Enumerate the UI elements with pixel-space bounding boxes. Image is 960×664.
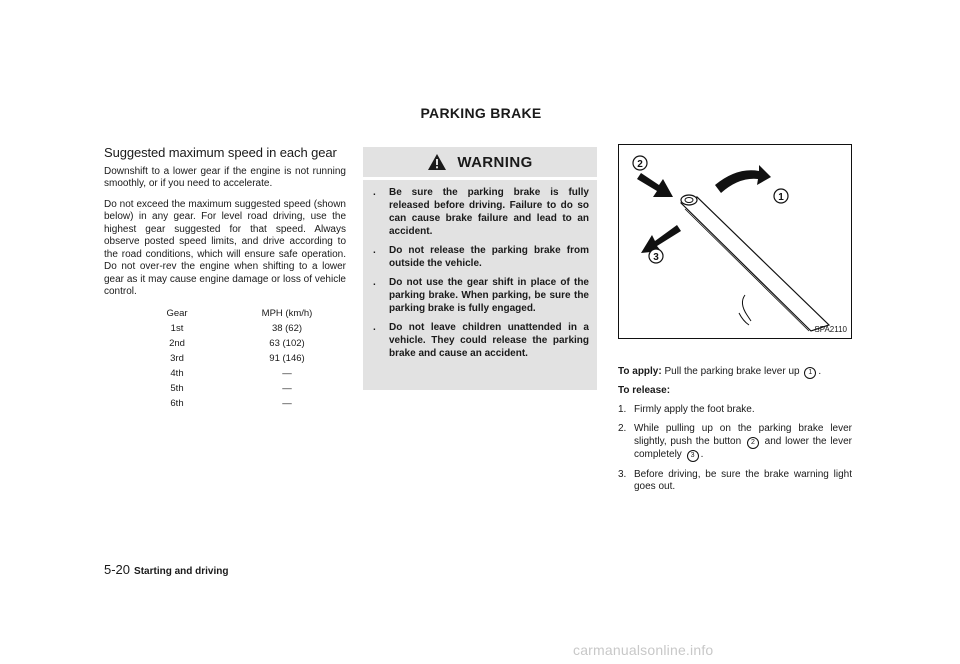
warning-item: [373, 276, 589, 315]
warning-item-text: Be sure the parking brake is fully released before driving. Failure to do so can cause brake failure and lead to an accident.: [389, 187, 589, 237]
table-cell: —: [282, 382, 292, 394]
warning-title: WARNING: [457, 153, 533, 171]
callout-3-inline: 3: [687, 450, 699, 462]
table-cell: 63 (102): [269, 337, 305, 349]
table-row: [152, 397, 342, 412]
bullet: .: [373, 187, 376, 198]
apply-instruction: [618, 366, 852, 379]
release-step: [618, 469, 852, 494]
step-number: 2.: [618, 423, 627, 434]
step-text: Before driving, be sure the brake warning light goes out.: [634, 468, 852, 492]
callout-2-number: 2: [637, 159, 643, 170]
paragraph: Downshift to a lower gear if the engine is not running smoothly, or if you need to accelerate.: [104, 165, 346, 189]
warning-triangle-icon: [427, 153, 447, 171]
table-row: [152, 367, 342, 382]
paragraph: Do not exceed the maximum suggested speed (shown below) in any gear. For level road driving, use the highest gear suggested for that speed. Always observe posted speed limits, and drive according to the road conditions, which will ensure safe operation. Do not over-rev the engine when shifting to a lower gear as it may cause engine damage or loss of vehicle control.: [104, 198, 346, 297]
callout-3-number: 3: [653, 252, 659, 263]
release-instructions: [618, 366, 852, 501]
table-cell: 6th: [170, 397, 184, 409]
warning-item-text: Do not leave children unattended in a vehicle. They could release the parking brake and cause an accident.: [389, 322, 589, 359]
table-header-row: [152, 307, 342, 322]
apply-text-end: .: [818, 366, 822, 377]
table-row: [152, 382, 342, 397]
warning-item: [373, 244, 589, 270]
table-cell: 1st: [170, 322, 184, 334]
step-text: Firmly apply the foot brake.: [634, 403, 755, 415]
warning-item-text: Do not use the gear shift in place of the parking brake. When parking, be sure the parking brake is fully engaged.: [389, 277, 589, 314]
warning-header: [363, 147, 597, 180]
step-number: 1.: [618, 403, 627, 415]
step-text-end: .: [700, 448, 704, 460]
callout-2: [633, 156, 647, 170]
callout-1-number: 1: [778, 192, 784, 203]
table-cell: 38 (62): [271, 322, 303, 334]
column-header: Gear: [166, 307, 188, 319]
release-label: To release:: [618, 385, 671, 396]
bullet: .: [373, 245, 376, 256]
parking-brake-lever-illustration: [619, 145, 851, 338]
step-text: While pulling up on the parking brake lever slightly, push the button: [634, 423, 852, 447]
parking-brake-figure: [618, 144, 852, 339]
callout-1: [774, 189, 788, 203]
apply-text: Pull the parking brake lever up: [664, 366, 800, 377]
warning-box: [363, 147, 597, 390]
bullet: .: [373, 322, 376, 333]
table-cell: 91 (146): [269, 352, 305, 364]
gear-speed-table: [152, 307, 342, 412]
chapter-title: Starting and driving: [134, 566, 229, 577]
apply-label: To apply:: [618, 366, 662, 377]
warning-list: [363, 180, 597, 360]
warning-item: [373, 186, 589, 238]
warning-item: [373, 321, 589, 360]
step-number: 3.: [618, 468, 627, 480]
table-cell: —: [282, 367, 292, 379]
table-cell: 2nd: [169, 337, 185, 349]
release-step: [618, 404, 852, 417]
table-row: [152, 352, 342, 367]
gear-speed-heading: Suggested maximum speed in each gear: [104, 145, 337, 160]
table-cell: 3rd: [170, 352, 184, 364]
page-number: 5-20: [104, 562, 131, 577]
table-cell: 5th: [170, 382, 184, 394]
figure-label: SPA2110: [814, 325, 847, 334]
watermark: carmanualsonline.info: [573, 642, 714, 658]
step-text: and lower the lever completely: [634, 435, 853, 460]
table-cell: —: [282, 397, 292, 409]
bullet: .: [373, 277, 376, 288]
table-row: [152, 337, 342, 352]
warning-item-text: Do not release the parking brake from outside the vehicle.: [389, 245, 589, 269]
release-step: [618, 423, 852, 462]
callout-3: [649, 249, 663, 263]
page-footer: [104, 562, 228, 577]
section-title: PARKING BRAKE: [420, 105, 542, 121]
table-row: [152, 322, 342, 337]
callout-2-inline: 2: [747, 437, 759, 449]
column-header: MPH (km/h): [261, 307, 313, 319]
left-column: [104, 147, 346, 412]
callout-1-inline: 1: [804, 367, 816, 379]
table-cell: 4th: [170, 367, 184, 379]
